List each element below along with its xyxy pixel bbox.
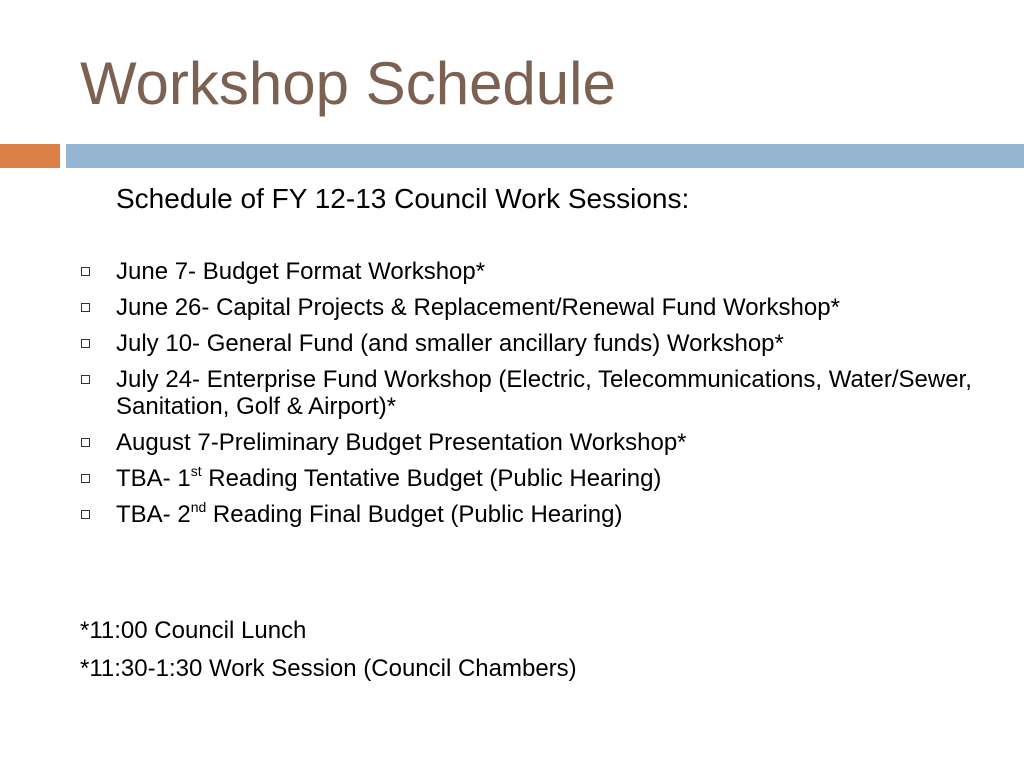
schedule-item-june-26 xyxy=(0,294,1000,321)
schedule-item-tba-first-reading xyxy=(0,465,1000,492)
schedule-item-text: July 10- General Fund (and smaller ancillary funds) Workshop* xyxy=(116,330,784,357)
hollow-square-bullet-icon xyxy=(81,339,90,348)
hollow-square-bullet-icon xyxy=(81,510,90,519)
schedule-item-text: June 7- Budget Format Workshop* xyxy=(116,258,486,285)
schedule-item-july-24 xyxy=(0,366,1000,420)
accent-bar-blue xyxy=(66,144,1024,168)
schedule-item-text xyxy=(116,465,1000,492)
footnotes xyxy=(80,612,577,688)
slide-title: Workshop Schedule xyxy=(80,50,616,117)
schedule-item-june-7 xyxy=(0,258,1000,285)
hollow-square-bullet-icon xyxy=(81,267,90,276)
accent-bar-orange xyxy=(0,144,60,168)
hollow-square-bullet-icon xyxy=(81,303,90,312)
schedule-item-july-10 xyxy=(0,330,1000,357)
hollow-square-bullet-icon xyxy=(81,375,90,384)
ordinal-suffix: nd xyxy=(190,499,207,515)
schedule-item-prefix: TBA- 2 xyxy=(116,501,191,528)
schedule-item-suffix: Reading Final Budget (Public Hearing) xyxy=(206,501,623,528)
schedule-subheading: Schedule of FY 12-13 Council Work Sessions: xyxy=(116,183,690,214)
hollow-square-bullet-icon xyxy=(81,474,90,483)
schedule-item-text: June 26- Capital Projects & Replacement/Renewal Fund Workshop* xyxy=(116,294,840,321)
schedule-item-text xyxy=(116,501,1000,528)
schedule-item-tba-second-reading xyxy=(0,501,1000,528)
footnote-work-session: *11:30-1:30 Work Session (Council Chambers) xyxy=(80,655,577,682)
schedule-list xyxy=(0,258,1000,537)
schedule-item-suffix: Reading Tentative Budget (Public Hearing) xyxy=(201,465,662,492)
schedule-item-text: August 7-Preliminary Budget Presentation Workshop* xyxy=(116,429,687,456)
schedule-item-august-7 xyxy=(0,429,1000,456)
schedule-item-prefix: TBA- 1 xyxy=(116,465,191,492)
footnote-lunch: *11:00 Council Lunch xyxy=(80,617,307,644)
hollow-square-bullet-icon xyxy=(81,438,90,447)
ordinal-suffix: st xyxy=(190,463,202,479)
schedule-item-text: July 24- Enterprise Fund Workshop (Electric, Telecommunications, Water/Sewer, Sanitation, Golf & Airport)* xyxy=(116,366,972,420)
